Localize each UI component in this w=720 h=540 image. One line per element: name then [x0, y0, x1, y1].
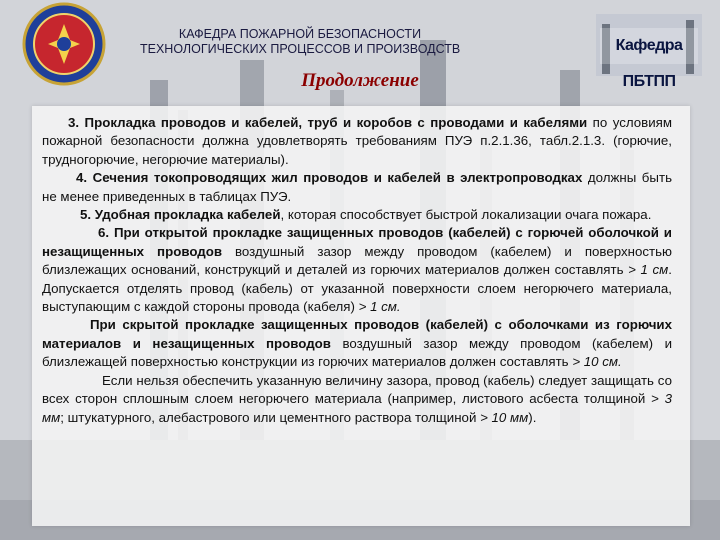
paragraph-4-text: должны быть не менее приведенных в таблицах ПУЭ.: [42, 170, 672, 204]
department-title: [140, 27, 460, 57]
paragraph-3-text: по условиям пожарной безопасности должна удовлетворять требованиям ПУЭ п.2.1.36, табл.2.1.3. (горючие, трудногорючие, негорючие материалы).: [42, 115, 672, 167]
paragraph-protection-text-b: ; штукатурного, алебастрового или цементного раствора толщиной: [60, 409, 481, 425]
paragraph-hidden-wiring-heading: При скрытой прокладке защищенных проводов (кабелей) с оболочками из горючих материалов и незащищенных проводов: [42, 317, 672, 351]
paragraph-5-heading: 5. Удобная прокладка кабелей: [80, 207, 281, 223]
paragraph-6-heading: 6. При открытой прокладке защищенных проводов (кабелей) с горючей оболочкой и незащищенных проводов: [42, 225, 672, 259]
paragraph-protection-value-1: > 3 мм: [42, 391, 672, 425]
paragraph-4-heading: 4. Сечения токопроводящих жил проводов и кабелей в электропроводках: [76, 170, 583, 186]
department-badge-label: Кафедра ПБТПП: [600, 28, 698, 64]
slide-content: [42, 114, 672, 427]
paragraph-6-text-a: воздушный зазор между проводом (кабелем) и поверхностью близлежащих оснований, конструкций и деталей из горючих материалов должен составлять: [42, 243, 672, 278]
paragraph-protection: [42, 372, 672, 427]
paragraph-protection-value-2: > 10 мм: [480, 409, 529, 425]
department-title-line2: ТЕХНОЛОГИЧЕСКИХ ПРОЦЕССОВ И ПРОИЗВОДСТВ: [140, 42, 461, 56]
paragraph-6-value-1: > 1 см: [628, 262, 669, 278]
paragraph-protection-text-c: ).: [528, 409, 537, 425]
paragraph-5-text: , которая способствует быстрой локализации очага пожара.: [280, 207, 652, 223]
paragraph-3-heading: 3. Прокладка проводов и кабелей, труб и коробов с проводами и кабелями: [68, 115, 588, 130]
paragraph-hidden-wiring-text: воздушный зазор между проводом (кабелем) и близлежащей поверхностью конструкции из горючих материалов должен составлять: [42, 335, 673, 370]
paragraph-protection-text-a: Если нельзя обеспечить указанную величину зазора, провод (кабель) следует защищать со всех сторон сплошным слоем негорючего материала (например, листового асбеста толщиной: [42, 372, 672, 407]
paragraph-6: [42, 224, 672, 316]
paragraph-5: [42, 206, 672, 224]
department-title-line1: КАФЕДРА ПОЖАРНОЙ БЕЗОПАСНОСТИ: [178, 27, 422, 41]
paragraph-hidden-wiring: [42, 316, 672, 371]
paragraph-6-text-b: . Допускается отделять провод (кабель) от указанной поверхности слоем негорючего материала, выступающим с каждой стороны провода (кабеля): [42, 262, 672, 315]
slide-title: Продолжение: [301, 70, 419, 91]
paragraph-6-value-2: > 1 см.: [358, 299, 401, 315]
paragraph-4: [42, 169, 672, 206]
paragraph-3: [42, 114, 672, 169]
paragraph-hidden-wiring-value: > 10 см.: [572, 354, 622, 370]
